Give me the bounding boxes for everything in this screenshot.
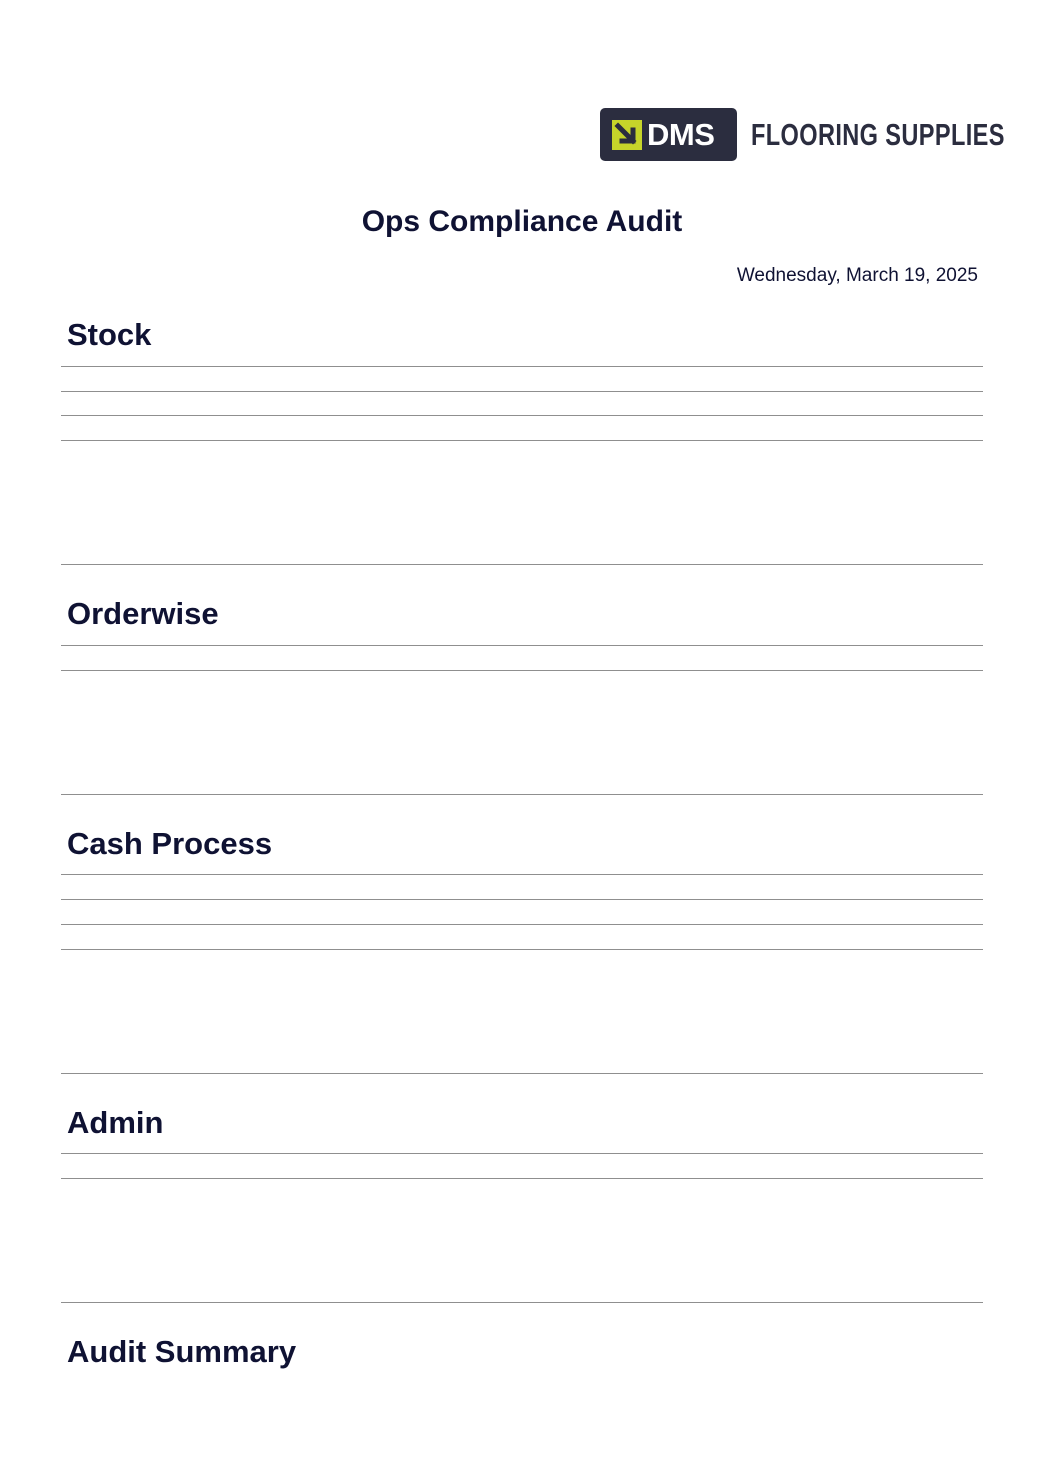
section-title-audit-summary: Audit Summary <box>67 1334 297 1369</box>
divider-line <box>61 645 983 646</box>
divider-line <box>61 874 983 875</box>
section-separator <box>61 1073 983 1074</box>
divider-line <box>61 949 983 950</box>
section-separator <box>61 794 983 795</box>
divider-line <box>61 366 983 367</box>
divider-line <box>61 924 983 925</box>
divider-line <box>61 899 983 900</box>
logo-subtitle: FLOORING SUPPLIES <box>751 116 1005 152</box>
section-separator <box>61 1302 983 1303</box>
section-title-admin: Admin <box>67 1105 164 1140</box>
divider-line <box>61 415 983 416</box>
section-title-cash-process: Cash Process <box>67 826 273 861</box>
section-separator <box>61 564 983 565</box>
divider-line <box>61 440 983 441</box>
divider-line <box>61 1178 983 1179</box>
company-logo <box>600 108 1044 161</box>
section-title-stock: Stock <box>67 317 152 352</box>
divider-line <box>61 670 983 671</box>
arrow-down-right-icon <box>612 120 642 150</box>
document-title: Ops Compliance Audit <box>361 205 683 238</box>
divider-line <box>61 391 983 392</box>
section-title-orderwise: Orderwise <box>67 596 219 631</box>
divider-line <box>61 1153 983 1154</box>
logo-badge <box>600 108 737 161</box>
document-date: Wednesday, March 19, 2025 <box>736 265 978 286</box>
logo-letters: DMS <box>647 116 715 152</box>
